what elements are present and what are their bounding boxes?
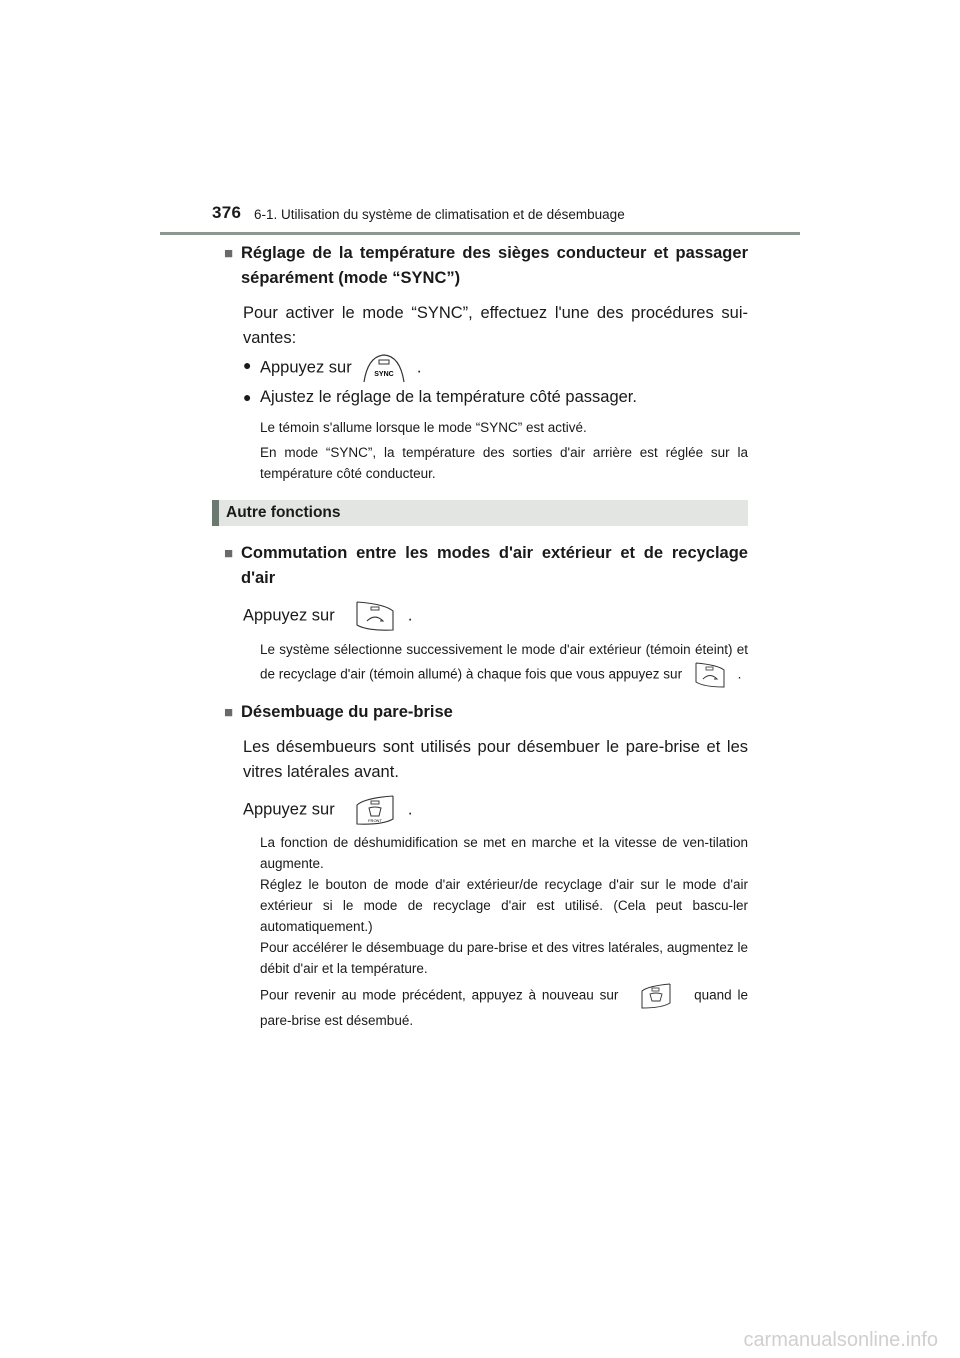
recirc-heading: ■ Commutation entre les modes d'air extérieur et de recyclage d'air — [224, 541, 748, 591]
square-bullet-icon: ■ — [224, 704, 234, 721]
defog-press: Appuyez sur FRONT . — [243, 795, 748, 825]
dot-bullet-icon: ● — [243, 389, 252, 405]
dot-bullet-icon: ● — [243, 357, 252, 373]
air-recirculation-button-icon — [692, 662, 728, 688]
defog-note-3: Pour accélérer le désembuage du pare-brise et des vitres latérales, augmentez le débit d'air et la température. — [260, 940, 748, 976]
page-content — [224, 241, 748, 1033]
sync-note-2: En mode “SYNC”, la température des sorties d'air arrière est réglée sur la température côté conducteur. — [260, 445, 748, 481]
defog-note-4: Pour revenir au mode précédent, appuyez à nouveau sur quand le pare-brise est désembué. — [260, 983, 748, 1033]
defog-heading: ■ Désembuage du pare-brise — [224, 700, 748, 725]
recirc-note: Le système sélectionne successivement le mode d'air extérieur (témoin éteint) et de recyclage d'air (témoin allumé) à chaque fois que vous appuyez sur . — [260, 638, 748, 688]
sync-intro: Pour activer le mode “SYNC”, effectuez l'une des procédures sui-vantes: — [243, 304, 748, 347]
square-bullet-icon: ■ — [224, 545, 234, 562]
recirc-press: Appuyez sur . — [243, 601, 748, 631]
section-title-bar — [212, 500, 748, 526]
watermark: carmanualsonline.info — [743, 1329, 938, 1351]
sync-bullet-press: ● Appuyez sur SYNC . — [243, 353, 748, 383]
defog-note-1: La fonction de déshumidification se met en marche et la vitesse de ven-tilation augmente. — [260, 835, 748, 871]
front-defroster-button-icon — [638, 983, 674, 1009]
chapter-title: 6-1. Utilisation du système de climatisation et de désembuage — [254, 207, 625, 222]
sync-note-1: Le témoin s'allume lorsque le mode “SYNC” est activé. — [260, 420, 587, 435]
defog-intro: Les désembueurs sont utilisés pour désembuer le pare-brise et les vitres latérales avant. — [243, 738, 748, 781]
section-title: Autre fonctions — [226, 504, 341, 521]
square-bullet-icon: ■ — [224, 245, 234, 262]
sync-button-icon — [362, 353, 406, 383]
sync-heading: ■ Réglage de la température des sièges conducteur et passager séparément (mode “SYNC”) — [224, 241, 748, 291]
sync-bullet-adjust: ● Ajustez le réglage de la température côté passager. — [243, 385, 748, 410]
svg-text:FRONT: FRONT — [368, 818, 383, 823]
front-defroster-button-icon — [353, 795, 397, 825]
page-number: 376 — [212, 203, 242, 222]
svg-text:SYNC: SYNC — [374, 371, 395, 378]
defog-note-2: Réglez le bouton de mode d'air extérieur/de recyclage d'air sur le mode d'air extérieur si le mode de recyclage d'air est utilisé. (Cela peut bascu-ler automatiquement.) — [260, 877, 748, 934]
air-recirculation-button-icon — [353, 601, 397, 631]
header-divider — [160, 232, 800, 235]
